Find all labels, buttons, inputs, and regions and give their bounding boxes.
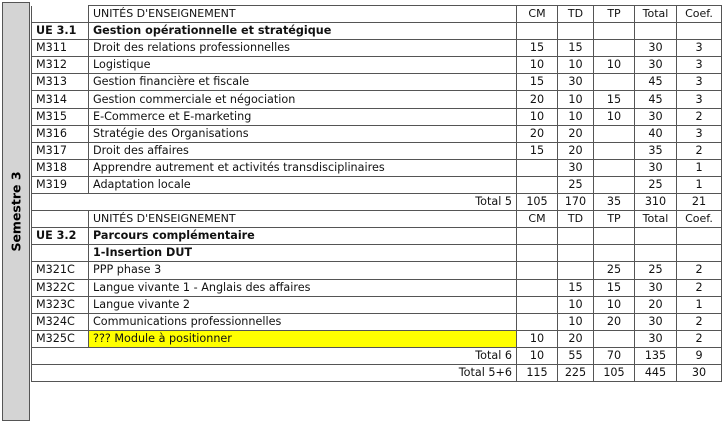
module-total: 40 [635,125,677,142]
module-total: 30 [635,279,677,296]
module-tp [594,176,635,193]
empty-cell [517,228,558,245]
module-code: M322C [32,279,89,296]
module-coef: 1 [677,159,722,176]
header-tp: TP [594,6,635,23]
module-td: 20 [558,330,594,347]
module-code: M314 [32,91,89,108]
empty-cell [635,23,677,40]
module-total: 20 [635,296,677,313]
module-tp: 20 [594,313,635,330]
empty-cell [517,23,558,40]
empty-cell [517,245,558,262]
module-cm: 20 [517,91,558,108]
header-cm: CM [517,6,558,23]
module-code: M319 [32,176,89,193]
module-code: M318 [32,159,89,176]
module-row [32,313,722,330]
module-row [32,176,722,193]
module-tp: 10 [594,57,635,74]
module-td: 20 [558,142,594,159]
total-coef: 30 [677,364,722,381]
total-tp: 105 [594,364,635,381]
module-row [32,262,722,279]
module-code: M325C [32,330,89,347]
module-cm: 15 [517,142,558,159]
module-name: Droit des affaires [89,142,517,159]
module-coef: 2 [677,108,722,125]
header-coef: Coef. [677,211,722,228]
module-code: M315 [32,108,89,125]
module-row [32,159,722,176]
module-cm [517,279,558,296]
module-code: M313 [32,74,89,91]
empty-cell [677,245,722,262]
empty-cell [558,228,594,245]
module-cm [517,176,558,193]
table-body [32,6,722,382]
module-total: 45 [635,91,677,108]
module-code: M321C [32,262,89,279]
module-cm [517,296,558,313]
module-td: 20 [558,125,594,142]
module-row [32,296,722,313]
module-row [32,74,722,91]
header-title: UNITÉS D'ENSEIGNEMENT [89,211,517,228]
total-cm: 115 [517,364,558,381]
module-tp [594,40,635,57]
header-total: Total [635,6,677,23]
column-header-row [32,211,722,228]
module-cm [517,262,558,279]
empty-cell [635,228,677,245]
module-tp [594,142,635,159]
module-total: 30 [635,159,677,176]
ue-subtitle: 1-Insertion DUT [89,245,517,262]
curriculum-table [31,5,722,382]
module-td: 15 [558,279,594,296]
header-td: TD [558,211,594,228]
total-td: 55 [558,347,594,364]
header-title: UNITÉS D'ENSEIGNEMENT [89,6,517,23]
empty-cell [558,245,594,262]
module-tp [594,330,635,347]
total-label: Total 5+6 [32,364,517,381]
module-total: 30 [635,57,677,74]
module-total: 30 [635,40,677,57]
module-cm [517,313,558,330]
ue1-total-row [32,194,722,211]
module-name: Adaptation locale [89,176,517,193]
total-coef: 21 [677,194,722,211]
module-name: Gestion financière et fiscale [89,74,517,91]
ue-title-row [32,23,722,40]
module-code: M316 [32,125,89,142]
module-td: 10 [558,313,594,330]
header-td: TD [558,6,594,23]
module-name: Communications professionnelles [89,313,517,330]
module-code: M323C [32,296,89,313]
module-tp [594,74,635,91]
total-tp: 35 [594,194,635,211]
total-label: Total 6 [32,347,517,364]
total-label: Total 5 [32,194,517,211]
module-cm: 15 [517,40,558,57]
module-coef: 3 [677,74,722,91]
ue-title-row [32,228,722,245]
semester-label: Semestre 3 [8,171,24,252]
module-cm: 10 [517,330,558,347]
module-coef: 3 [677,125,722,142]
module-row [32,108,722,125]
module-name: PPP phase 3 [89,262,517,279]
ue-title: Gestion opérationnelle et stratégique [89,23,517,40]
module-tp [594,159,635,176]
empty-cell [32,245,89,262]
module-total: 45 [635,74,677,91]
empty-cell [677,228,722,245]
ue-code: UE 3.2 [32,228,89,245]
module-total: 30 [635,313,677,330]
module-coef: 2 [677,142,722,159]
empty-cell [635,245,677,262]
module-cm: 10 [517,57,558,74]
module-td: 30 [558,74,594,91]
module-row [32,91,722,108]
module-name: E-Commerce et E-marketing [89,108,517,125]
module-tp: 15 [594,279,635,296]
module-name: Langue vivante 1 - Anglais des affaires [89,279,517,296]
header-tp: TP [594,211,635,228]
empty-cell [594,228,635,245]
module-td: 10 [558,296,594,313]
module-tp [594,125,635,142]
module-row [32,125,722,142]
empty-cell [594,23,635,40]
module-td: 15 [558,40,594,57]
module-td: 30 [558,159,594,176]
total-hours: 445 [635,364,677,381]
module-coef: 2 [677,313,722,330]
module-name: ??? Module à positionner [89,330,517,347]
module-coef: 3 [677,57,722,74]
module-coef: 2 [677,279,722,296]
module-row [32,142,722,159]
header-blank [32,6,89,23]
column-header-row [32,6,722,23]
module-total: 30 [635,330,677,347]
empty-cell [677,23,722,40]
module-name: Langue vivante 2 [89,296,517,313]
module-total: 25 [635,262,677,279]
module-row [32,279,722,296]
header-blank [32,211,89,228]
header-coef: Coef. [677,6,722,23]
module-cm: 10 [517,108,558,125]
total-hours: 135 [635,347,677,364]
total-cm: 105 [517,194,558,211]
total-cm: 10 [517,347,558,364]
ue2-total-row [32,347,722,364]
module-name: Gestion commerciale et négociation [89,91,517,108]
module-td: 10 [558,108,594,125]
subtitle-row [32,245,722,262]
grand-total-row [32,364,722,381]
module-name: Logistique [89,57,517,74]
empty-cell [594,245,635,262]
module-row [32,57,722,74]
header-total: Total [635,211,677,228]
module-total: 35 [635,142,677,159]
module-row [32,40,722,57]
module-cm: 20 [517,125,558,142]
module-code: M311 [32,40,89,57]
module-coef: 1 [677,296,722,313]
module-coef: 2 [677,330,722,347]
module-code: M317 [32,142,89,159]
module-total: 25 [635,176,677,193]
module-tp: 15 [594,91,635,108]
total-tp: 70 [594,347,635,364]
module-coef: 1 [677,176,722,193]
module-row [32,330,722,347]
module-name: Droit des relations professionnelles [89,40,517,57]
module-cm [517,159,558,176]
module-cm: 15 [517,74,558,91]
total-td: 225 [558,364,594,381]
module-td: 10 [558,91,594,108]
total-td: 170 [558,194,594,211]
module-name: Apprendre autrement et activités transdisciplinaires [89,159,517,176]
module-total: 30 [635,108,677,125]
module-code: M312 [32,57,89,74]
module-td [558,262,594,279]
module-coef: 3 [677,91,722,108]
empty-cell [558,23,594,40]
module-coef: 3 [677,40,722,57]
module-name: Stratégie des Organisations [89,125,517,142]
module-td: 25 [558,176,594,193]
semester-sidebar [2,2,30,421]
module-td: 10 [558,57,594,74]
ue-code: UE 3.1 [32,23,89,40]
ue-title: Parcours complémentaire [89,228,517,245]
module-tp: 25 [594,262,635,279]
module-tp: 10 [594,296,635,313]
header-cm: CM [517,211,558,228]
module-code: M324C [32,313,89,330]
module-coef: 2 [677,262,722,279]
module-tp: 10 [594,108,635,125]
total-coef: 9 [677,347,722,364]
total-hours: 310 [635,194,677,211]
